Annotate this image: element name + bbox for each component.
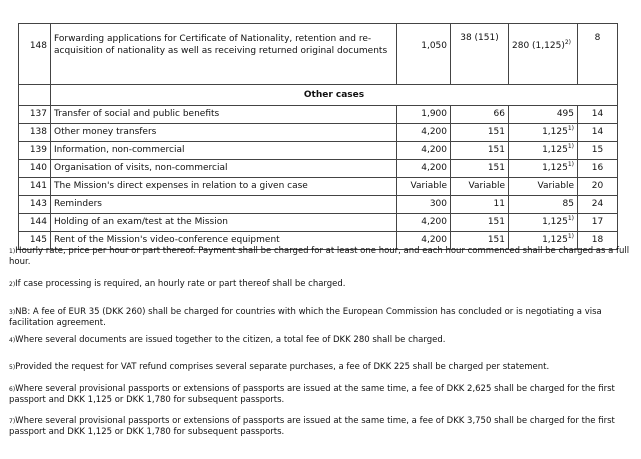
fee-cell: 151 [451, 124, 509, 142]
fee-cell: 11 [451, 196, 509, 214]
reference-cell: 24 [578, 196, 618, 214]
fee-value: 280 (1,125) [512, 41, 565, 51]
fee-value: 495 [556, 109, 574, 119]
table-row [19, 214, 618, 232]
footnote-mark: 5) [9, 364, 16, 371]
footnote-text: Where several provisional passports or extensions of passports are issued at the same time, a fee of DKK 2,625 shall be charged for the first passport and DKK 1,125 or DKK 1,780 for subsequent passports. [9, 384, 615, 405]
table-row [19, 106, 618, 124]
row-description: The Mission's direct expenses in relation to a given case [51, 178, 397, 196]
reference-cell: 14 [578, 124, 618, 142]
footnote [9, 335, 631, 346]
fee-value: 1,125 [542, 127, 568, 137]
row-number: 140 [19, 160, 51, 178]
footnote-mark: 6) [9, 386, 16, 393]
footnote-mark: 2) [9, 281, 16, 288]
row-number: 138 [19, 124, 51, 142]
section-title: Other cases [51, 85, 618, 106]
fee-cell [509, 24, 578, 85]
fee-cell [509, 106, 578, 124]
fee-cell [509, 214, 578, 232]
footnote [9, 416, 631, 438]
fee-cell [509, 178, 578, 196]
footnote-ref: 1) [567, 161, 574, 168]
fee-value: 1,125 [542, 235, 568, 245]
footnote-text: If case processing is required, an hourly rate or part thereof shall be charged. [15, 279, 346, 289]
fee-cell [509, 142, 578, 160]
row-number: 137 [19, 106, 51, 124]
fee-value: 1,125 [542, 163, 568, 173]
row-description: Other money transfers [51, 124, 397, 142]
footnote-mark: 3) [9, 309, 16, 316]
row-description: Rent of the Mission's video-conference equipment [51, 232, 397, 250]
section-row [19, 85, 618, 106]
fee-value: Variable [537, 181, 574, 191]
empty-cell [19, 85, 51, 106]
reference-cell: 16 [578, 160, 618, 178]
table-row [19, 196, 618, 214]
row-description: Information, non-commercial [51, 142, 397, 160]
table-row [19, 124, 618, 142]
description-line: acquisition of nationality as well as receiving returned original documents [54, 46, 388, 56]
footnote-ref: 2) [564, 39, 571, 46]
table-row [19, 142, 618, 160]
fee-cell: 66 [451, 106, 509, 124]
table-row [19, 178, 618, 196]
fee-cell: 151 [451, 232, 509, 250]
footnote-mark: 1) [9, 248, 16, 255]
footnote [9, 362, 631, 373]
fee-cell: Variable [397, 178, 451, 196]
table-row [19, 160, 618, 178]
row-number: 144 [19, 214, 51, 232]
fee-cell: 151 [451, 214, 509, 232]
reference-cell: 15 [578, 142, 618, 160]
description-line: Forwarding applications for Certificate of Nationality, retention and re- [54, 34, 372, 44]
footnote-mark: 4) [9, 337, 16, 344]
reference-cell: 14 [578, 106, 618, 124]
row-number: 143 [19, 196, 51, 214]
fee-cell [509, 124, 578, 142]
row-description [51, 24, 397, 85]
fee-cell: 300 [397, 196, 451, 214]
fee-table [18, 23, 618, 250]
footnote-ref: 1) [567, 215, 574, 222]
fee-cell: 1,900 [397, 106, 451, 124]
fee-cell [509, 196, 578, 214]
fee-cell: Variable [451, 178, 509, 196]
row-number: 139 [19, 142, 51, 160]
fee-cell: 151 [451, 142, 509, 160]
footnote-ref: 1) [567, 143, 574, 150]
fee-value: 1,125 [542, 145, 568, 155]
footnote-text: Where several documents are issued together to the citizen, a total fee of DKK 280 shall be charged. [15, 335, 446, 345]
row-number: 148 [19, 24, 51, 85]
fee-value: 85 [562, 199, 574, 209]
footnote [9, 384, 631, 406]
footnote-text: Where several provisional passports or extensions of passports are issued at the same time, a fee of DKK 3,750 shall be charged for the first passport and DKK 1,125 or DKK 1,780 for subsequent passports. [9, 416, 615, 437]
reference-cell: 17 [578, 214, 618, 232]
reference-cell: 8 [578, 24, 618, 85]
footnote-ref: 1) [567, 233, 574, 240]
reference-cell: 20 [578, 178, 618, 196]
footnote-text: NB: A fee of EUR 35 (DKK 260) shall be charged for countries with which the European Commission has concluded or is negotiating a visa facilitation agreement. [9, 307, 602, 328]
footnote-text: Provided the request for VAT refund comprises several separate purchases, a fee of DKK 225 shall be charged per statement. [15, 362, 550, 372]
fee-cell: 151 [451, 160, 509, 178]
row-description: Reminders [51, 196, 397, 214]
fee-cell [509, 160, 578, 178]
fee-value: 1,125 [542, 217, 568, 227]
footnote-text: Hourly rate, price per hour or part thereof. Payment shall be charged for at least one hour, and each hour commenced shall be charged as a full hour. [9, 246, 630, 267]
fee-cell: 38 (151) [451, 24, 509, 85]
fee-cell: 4,200 [397, 232, 451, 250]
fee-cell: 4,200 [397, 124, 451, 142]
table-row [19, 24, 618, 85]
footnote [9, 246, 631, 268]
fee-cell: 4,200 [397, 214, 451, 232]
row-description: Transfer of social and public benefits [51, 106, 397, 124]
fee-cell: 4,200 [397, 160, 451, 178]
footnote [9, 279, 631, 290]
row-number: 141 [19, 178, 51, 196]
footnote [9, 307, 631, 329]
footnote-mark: 7) [9, 418, 16, 425]
row-description: Holding of an exam/test at the Mission [51, 214, 397, 232]
fee-cell: 1,050 [397, 24, 451, 85]
fee-cell: 4,200 [397, 142, 451, 160]
reference-cell: 18 [578, 232, 618, 250]
row-number: 145 [19, 232, 51, 250]
footnote-ref: 1) [567, 125, 574, 132]
row-description: Organisation of visits, non-commercial [51, 160, 397, 178]
